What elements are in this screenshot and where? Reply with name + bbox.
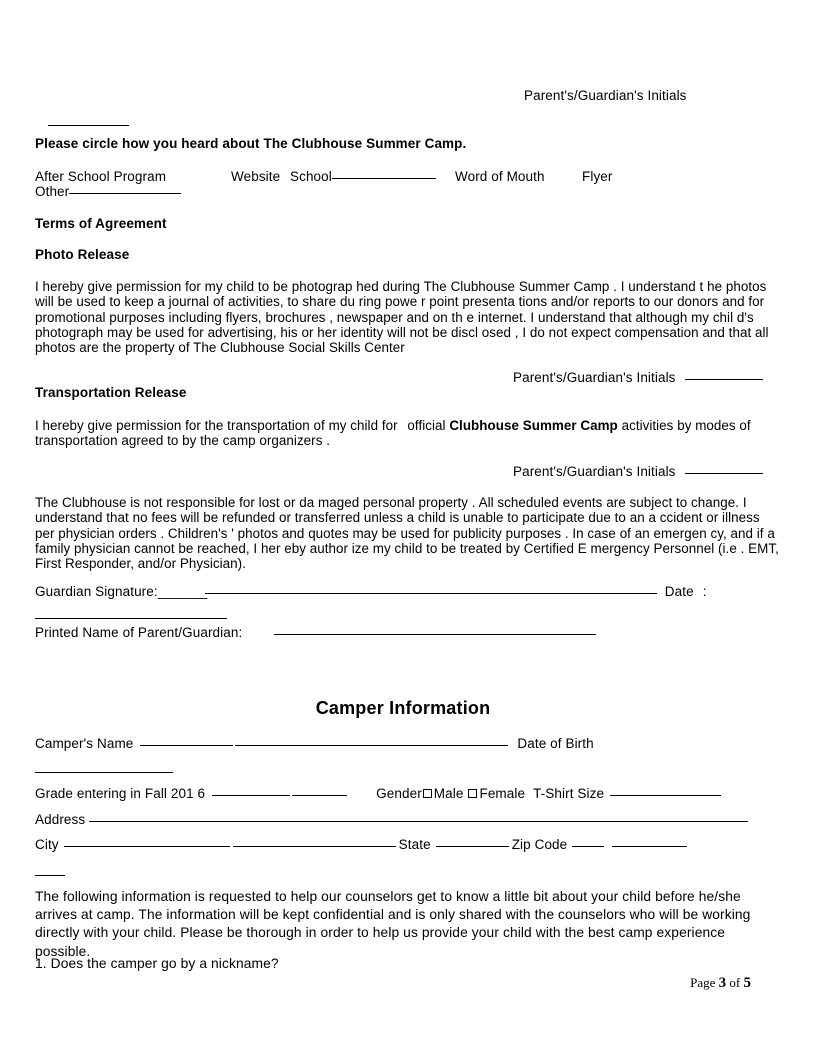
address-label: Address <box>35 812 86 827</box>
transportation-body-official: official <box>407 418 446 433</box>
zip-code-blank-3[interactable] <box>35 865 65 883</box>
initials-label-top: Parent's/Guardian's Initials <box>524 88 687 103</box>
transportation-body-part2: activities by modes of transportation agreed to by the camp organizers . <box>35 418 751 449</box>
referral-heading: Please circle how you heard about The Clubhouse Summer Camp. <box>35 136 467 151</box>
camper-information-heading: Camper Information <box>315 698 491 718</box>
photo-release-heading: Photo Release <box>35 247 130 262</box>
referral-option-school-label: School <box>290 169 332 184</box>
initials-label-photo: Parent's/Guardian's Initials <box>513 370 676 385</box>
zip-code-blank-1[interactable] <box>572 846 604 847</box>
state-label: State <box>398 837 431 852</box>
initials-blank-photo[interactable] <box>685 379 763 380</box>
date-of-birth-label: Date of Birth <box>517 736 594 751</box>
city-label: City <box>35 837 59 852</box>
referral-option-other[interactable] <box>35 184 181 199</box>
city-blank-1[interactable] <box>64 846 230 847</box>
tshirt-size-label: T-Shirt Size <box>533 786 605 801</box>
referral-other-blank[interactable] <box>69 193 181 194</box>
guardian-signature-blank[interactable] <box>205 593 657 594</box>
transportation-release-body <box>35 418 757 449</box>
city-state-zip-row[interactable] <box>35 837 687 852</box>
liability-paragraph: The Clubhouse is not responsible for lost or da maged personal property . All scheduled events are subject to change. I understand that no fees will be refunded or transferred unless a child is unable to participate due to an a ccident or illness per physician orders . Children's ' photos and quotes may be used for publicity purposes . In case of an emergen cy, and if a family physician cannot be reached, I her eby author ize my child to be treated by Certified E mergency Personnel (i.e . EMT, First Responder, and/or Physician). <box>35 495 779 572</box>
city-blank-2[interactable] <box>233 846 396 847</box>
transportation-release-heading: Transportation Release <box>35 385 187 400</box>
page-footer-prefix: Page <box>690 975 716 990</box>
referral-school-blank[interactable] <box>332 178 436 179</box>
gender-male-label: Male <box>433 786 464 801</box>
state-blank[interactable] <box>436 846 509 847</box>
camper-name-row[interactable] <box>35 736 594 751</box>
page-footer-current: 3 <box>718 975 727 991</box>
camper-name-blank-2[interactable] <box>235 745 508 746</box>
date-colon: : <box>702 584 707 599</box>
initials-blank-top[interactable] <box>48 115 129 133</box>
guardian-signature-label: Guardian Signature: <box>35 584 158 599</box>
camper-name-label: Camper's Name <box>35 736 134 751</box>
page-footer <box>35 975 751 992</box>
printed-name-blank[interactable] <box>274 634 596 635</box>
guardian-signature-row[interactable] <box>35 584 707 599</box>
referral-option-word-of-mouth[interactable]: Word of Mouth <box>455 169 545 184</box>
signature-dash-segment[interactable]: _______ <box>157 584 207 599</box>
questionnaire-intro: The following information is requested to help our counselors get to know a little bit about your child before he/she arrives at camp. The information will be kept confidential and is only shared with the counselors who will be working directly with your child. Please be thorough in order to help us provide your child with the best camp experience possible. <box>35 889 751 959</box>
printed-name-label: Printed Name of Parent/Guardian: <box>35 625 243 640</box>
referral-option-flyer[interactable]: Flyer <box>582 169 613 184</box>
terms-of-agreement-heading: Terms of Agreement <box>35 216 167 231</box>
gender-female-label: Female <box>479 786 526 801</box>
referral-option-school[interactable] <box>290 169 436 184</box>
address-blank[interactable] <box>89 821 748 822</box>
date-blank[interactable] <box>35 608 227 626</box>
camper-name-blank-1[interactable] <box>140 745 233 746</box>
questionnaire-question-1: 1. Does the camper go by a nickname? <box>35 956 279 971</box>
referral-option-other-label: Other <box>35 184 70 199</box>
initials-line-transportation[interactable] <box>513 464 763 479</box>
gender-male-checkbox[interactable] <box>423 789 432 798</box>
gender-label: Gender <box>376 786 422 801</box>
gender-female-checkbox[interactable] <box>468 789 477 798</box>
grade-label: Grade entering in Fall 201 6 <box>35 786 206 801</box>
initials-label-transport: Parent's/Guardian's Initials <box>513 464 676 479</box>
initials-blank-transport[interactable] <box>685 473 763 474</box>
address-row[interactable] <box>35 812 748 827</box>
photo-release-body: I hereby give permission for my child to be photograp hed during The Clubhouse Summer Camp . I understand t he photos will be used to keep a journal of activities, to share du ring powe r point presenta tions and/or reports to our donors and for promotional purposes including flyers, brochures , newspaper and on th e internet. I understand that although my chil d's photograph may be used for advertising, his or her identity will not be discl osed , I do not expect compensation and that all photos are the property of The Clubhouse Social Skills Center <box>35 279 769 356</box>
grade-blank-1[interactable] <box>212 795 290 796</box>
initials-line-photo-release[interactable] <box>513 370 763 385</box>
transportation-body-camp-name: Clubhouse Summer Camp <box>449 418 618 433</box>
printed-name-row[interactable] <box>35 625 596 640</box>
transportation-body-part1: I hereby give permission for the transportation of my child for <box>35 418 398 433</box>
grade-blank-2[interactable] <box>292 795 347 796</box>
zip-code-label: Zip Code <box>511 837 568 852</box>
grade-gender-tshirt-row[interactable] <box>35 786 721 801</box>
tshirt-size-blank[interactable] <box>610 795 721 796</box>
date-label: Date <box>664 584 694 599</box>
referral-option-after-school[interactable]: After School Program <box>35 169 167 184</box>
page-footer-total: 5 <box>743 975 751 991</box>
zip-code-blank-2[interactable] <box>612 846 687 847</box>
page-footer-middle: of <box>729 975 741 990</box>
date-of-birth-blank[interactable] <box>35 762 173 780</box>
referral-option-website[interactable]: Website <box>231 169 281 184</box>
